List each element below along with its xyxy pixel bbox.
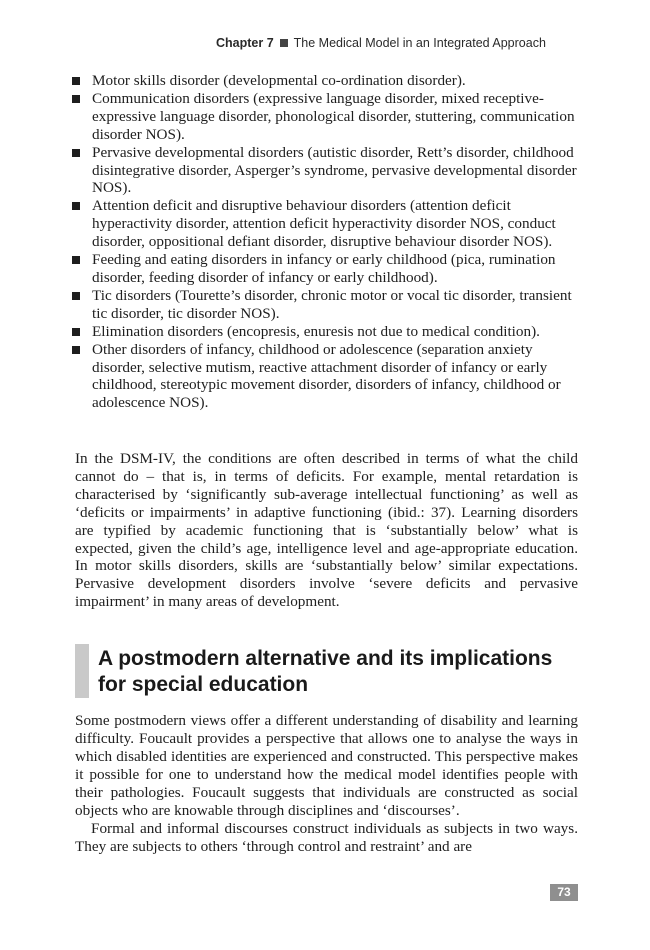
section-heading: A postmodern alternative and its implications for special education xyxy=(98,647,553,696)
body-paragraph: In the DSM-IV, the conditions are often described in terms of what the child cannot do – that is, in terms of deficits. For example, mental retardation is characterised by ‘significantly sub-average intellectual functioning’ as well as ‘deficits or impairments’ in adaptive functioning (ibid.: 37). Learning disorders are typified by academic functioning that is ‘substantially below’ what is expected, given the child’s age, intelligence level and age-appropriate education. In motor skills disorders, skills are ‘substantially below’ similar expectations. Pervasive development disorders involve ‘severe deficits and pervasive impairment’ in many areas of development. xyxy=(75,450,578,611)
square-separator-icon xyxy=(280,39,288,47)
list-item xyxy=(72,287,582,323)
square-bullet-icon xyxy=(72,95,80,103)
square-bullet-icon xyxy=(72,202,80,210)
page-number: 73 xyxy=(550,884,578,901)
square-bullet-icon xyxy=(72,328,80,336)
list-item xyxy=(72,90,582,144)
chapter-title: The Medical Model in an Integrated Approach xyxy=(293,36,546,50)
list-item xyxy=(72,144,582,198)
running-head xyxy=(216,36,586,50)
list-item-text: Other disorders of infancy, childhood or adolescence (separation anxiety disorder, selective mutism, reactive attachment disorder of infancy or early childhood, stereotypic movement disorder, disorders of infancy, childhood or adolescence NOS). xyxy=(92,340,561,412)
list-item-text: Elimination disorders (encopresis, enuresis not due to medical condition). xyxy=(92,322,540,340)
list-item xyxy=(72,323,582,341)
square-bullet-icon xyxy=(72,292,80,300)
list-item-text: Tic disorders (Tourette’s disorder, chronic motor or vocal tic disorder, transient tic disorder, tic disorder NOS). xyxy=(92,286,572,322)
list-item-text: Motor skills disorder (developmental co-ordination disorder). xyxy=(92,72,466,89)
disorder-list xyxy=(72,72,582,412)
body-paragraph: Formal and informal discourses construct individuals as subjects in two ways. They are subjects to others ‘through control and restraint’ and are xyxy=(75,820,578,855)
chapter-label: Chapter 7 xyxy=(216,36,274,50)
list-item-text: Pervasive developmental disorders (autistic disorder, Rett’s disorder, childhood disintegrative disorder, Asperger’s syndrome, pervasive developmental disorder NOS). xyxy=(92,143,577,197)
square-bullet-icon xyxy=(72,346,80,354)
square-bullet-icon xyxy=(72,149,80,157)
body-paragraph: Some postmodern views offer a different understanding of disability and learning difficulty. Foucault provides a perspective that allows one to analyse the ways in which disabled identities are experienced and constructed. This perspective makes it possible for one to understand how the medical model identifies people with their pathologies. Foucault suggests that individuals are constructed as social objects who are knowable through disciplines and ‘discourses’. xyxy=(75,712,578,819)
heading-accent-bar xyxy=(75,644,89,698)
list-item-text: Feeding and eating disorders in infancy or early childhood (pica, rumination disorder, feeding disorder of infancy or early childhood). xyxy=(92,251,556,286)
list-item xyxy=(72,341,582,413)
square-bullet-icon xyxy=(72,77,80,85)
list-item xyxy=(72,72,582,90)
list-item xyxy=(72,197,582,251)
list-item-text: Communication disorders (expressive language disorder, mixed receptive-expressive language disorder, phonological disorder, stuttering, communication disorder NOS). xyxy=(92,89,575,143)
square-bullet-icon xyxy=(72,256,80,264)
list-item xyxy=(72,251,582,287)
list-item-text: Attention deficit and disruptive behaviour disorders (attention deficit hyperactivity disorder, attention deficit hyperactivity disorder NOS, conduct disorder, oppositional defiant disorder, disruptive behaviour disorder NOS). xyxy=(92,197,556,251)
